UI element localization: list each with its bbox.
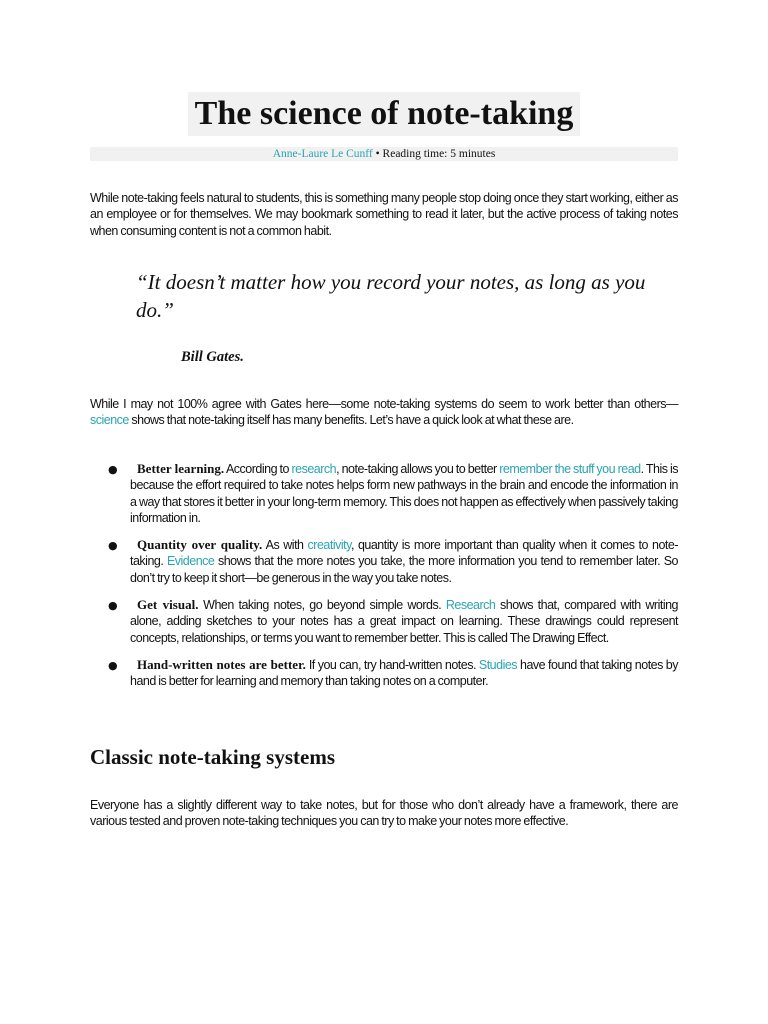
research-link[interactable]: research [291,462,337,476]
paragraph-text: shows that note-taking itself has many benefits. Let’s have a quick look at what these are. [128,413,574,428]
remember-link[interactable]: remember the stuff you read [499,462,641,476]
benefits-intro-paragraph [90,396,678,429]
list-item-text [130,537,678,586]
list-item-quantity [90,537,678,586]
systems-intro-paragraph: Everyone has a slightly different way to take notes, but for those who don’t already have a framework, there are various tested and proven note-taking techniques you can try to make your notes more effective. [90,798,678,829]
list-item-body: , quantity is more important than quality when it comes to note-taking. [130,538,678,569]
studies-link[interactable]: Studies [478,657,518,672]
science-link[interactable]: science [90,413,129,428]
list-item-better-learning [90,461,678,526]
list-item-text [130,597,678,646]
section-heading: Classic note-taking systems [90,745,335,769]
author-link[interactable]: Anne-Laure Le Cunff [272,148,373,160]
byline [90,147,678,161]
list-item-text [130,461,678,526]
creativity-link[interactable]: creativity [307,538,351,553]
page-title: The science of note-taking [194,95,574,132]
list-item-heading: Hand-written notes are better. [137,656,306,672]
list-item-body: shows that the more notes you take, the more information you tend to remember later. So don’t try to keep it short—be generous in the way you take notes. [130,554,678,585]
evidence-link[interactable]: Evidence [166,554,215,569]
quote-attribution: Bill Gates. [181,349,244,365]
list-item-body: As with [262,538,308,553]
list-item-body: have found that taking notes by hand is better for learning and memory than taking notes on a computer. [130,657,679,689]
bullet-icon: ● [108,539,118,553]
reading-time: • Reading time: 5 minutes [372,148,496,160]
bullet-icon: ● [108,463,118,476]
list-item-body: When taking notes, go beyond simple words. [198,598,446,613]
list-item-body: According to [224,462,292,476]
pull-quote: “It doesn’t matter how you record your notes, as long as you do.” [136,270,646,322]
title-highlight [188,92,580,136]
list-item-body: shows that, compared with writing alone, adding sketches to your notes has a great impact on learning. These drawings could represent concepts, relationships, or terms you want to remember better. This is called The Drawing Effect. [130,598,678,645]
list-item-body: . This is because the effort required to take notes helps form new pathways in the brain and encode the information in a way that stores it better in your long-term memory. This does not happen as effectively when passively taking information in. [130,462,678,525]
bullet-icon: ● [108,658,118,672]
list-item-body: , note-taking allows you to better [336,462,500,476]
list-item-heading: Better learning. [137,461,225,476]
list-item-text [130,657,678,690]
list-item-heading: Get visual. [137,597,199,613]
list-item-hand-written [90,657,678,690]
intro-paragraph: While note-taking feels natural to students, this is something many people stop doing once they start working, either as an employee or for themselves. We may bookmark something to read it later, but the active process of taking notes when consuming content is not a common habit. [90,191,678,238]
list-item-heading: Quantity over quality. [137,537,263,553]
research-link[interactable]: Research [445,598,496,613]
list-item-get-visual [90,597,678,646]
benefits-list [90,461,678,701]
list-item-body: If you can, try hand-written notes. [305,657,479,672]
paragraph-text: While I may not 100% agree with Gates here—some note-taking systems do seem to work better than others— [90,397,678,411]
bullet-icon: ● [108,599,118,613]
